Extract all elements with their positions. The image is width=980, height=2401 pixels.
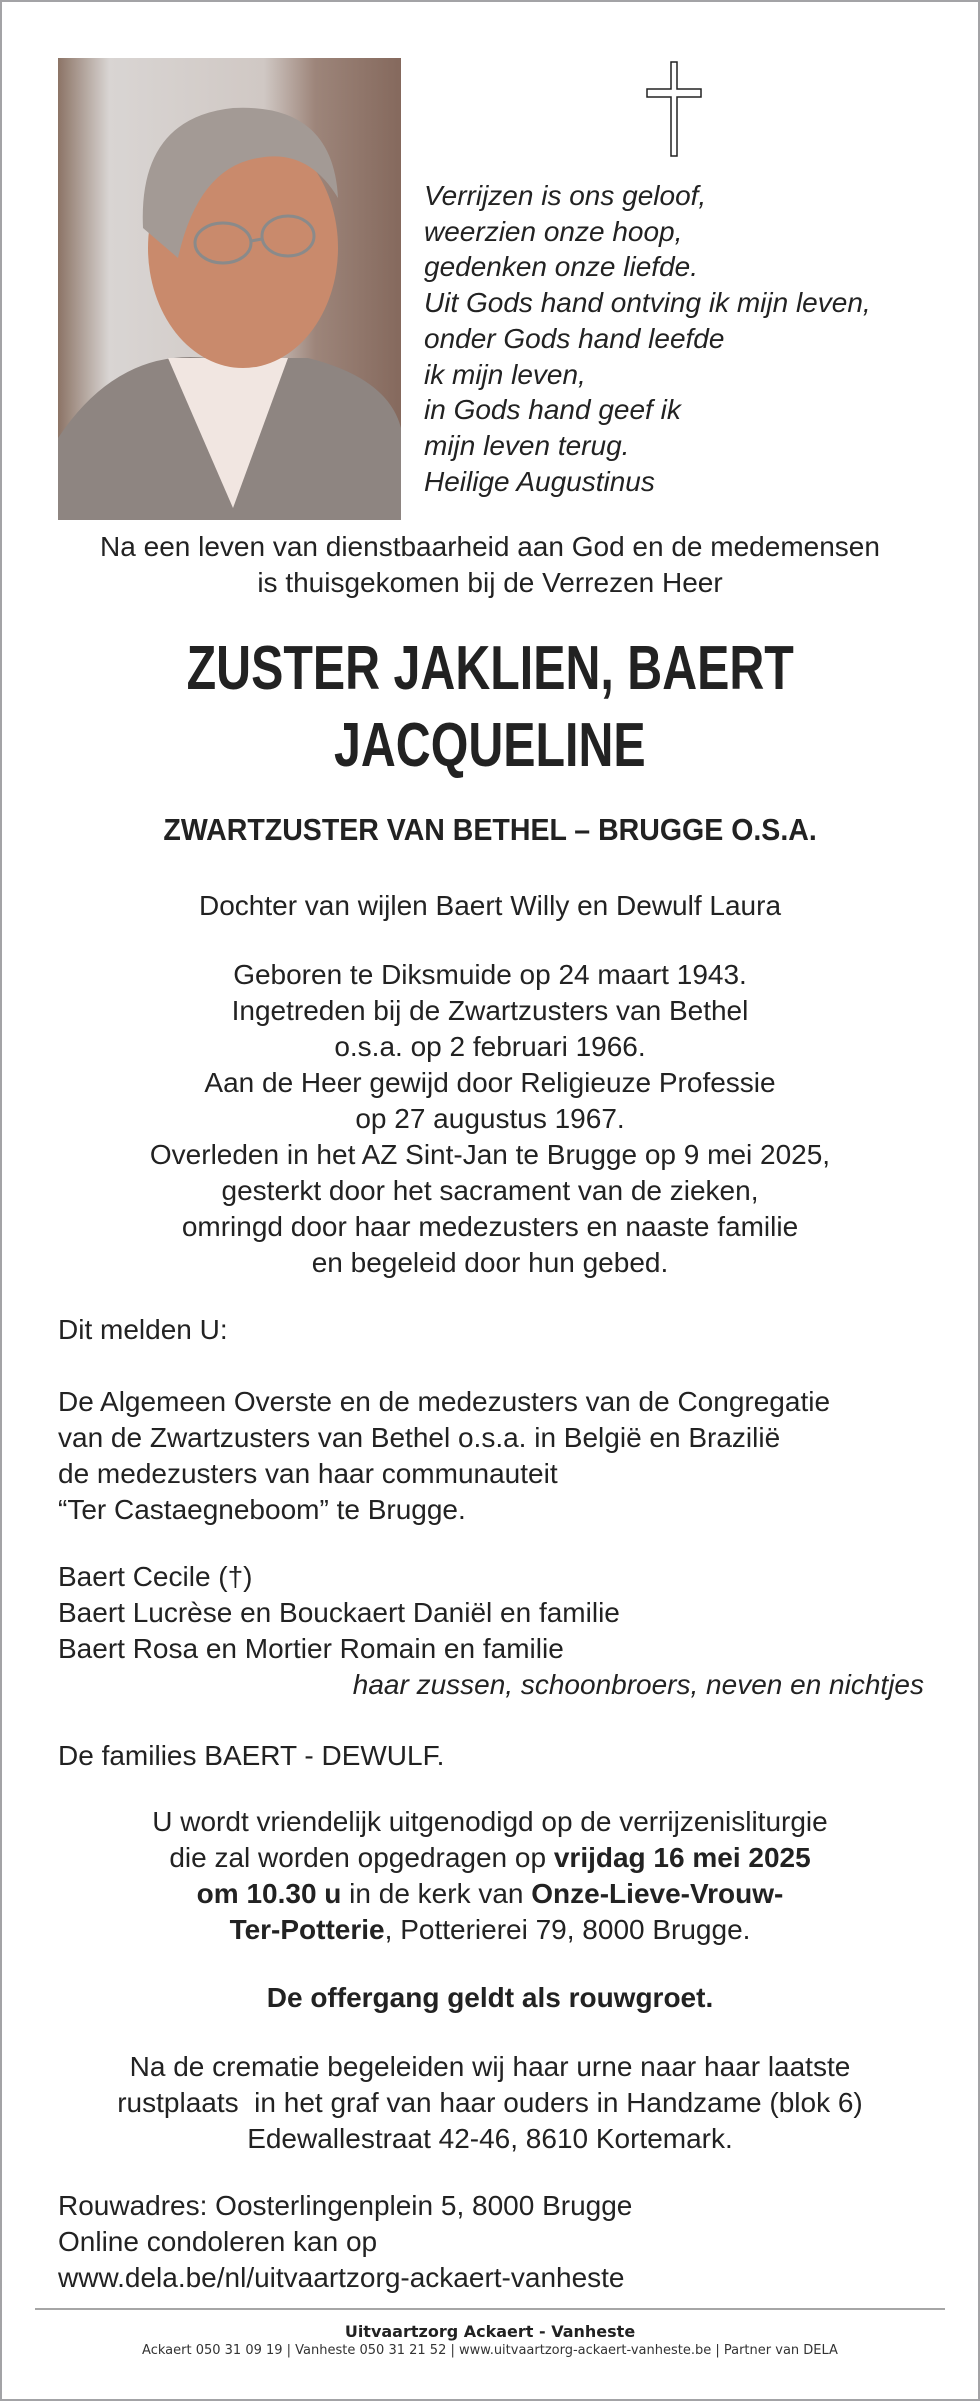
- announce: [58, 1312, 922, 1348]
- name-line: JACQUELINE: [334, 711, 646, 780]
- congregation: [58, 1384, 922, 1528]
- subtitle-text: ZWARTZUSTER VAN BETHEL – BRUGGE O.S.A.: [163, 812, 817, 847]
- funeral-home-contact: Ackaert 050 31 09 19 | Vanheste 050 31 21 52 | www.uitvaartzorg-ackaert-vanheste.be | Partner van DELA: [142, 2343, 838, 2358]
- bio-line: Aan de Heer gewijd door Religieuze Professie: [204, 1067, 776, 1098]
- name-line: ZUSTER JAKLIEN, BAERT: [186, 634, 794, 703]
- intro-line: is thuisgekomen bij de Verrezen Heer: [257, 567, 723, 598]
- cremation-line: rustplaats in het graf van haar ouders in Handzame (blok 6): [117, 2087, 863, 2118]
- poem-author: Heilige Augustinus: [424, 465, 655, 497]
- bio-line: o.s.a. op 2 februari 1966.: [334, 1031, 646, 1062]
- condolence-link[interactable]: www.dela.be/nl/uitvaartzorg-ackaert-vanheste: [58, 2262, 625, 2293]
- offering: [58, 1980, 922, 2016]
- cremation-line: Edewallestraat 42-46, 8610 Kortemark.: [247, 2123, 733, 2154]
- congregation-line: De Algemeen Overste en de medezusters van de Congregatie: [58, 1386, 831, 1417]
- church-name: Onze-Lieve-Vrouw-: [531, 1878, 784, 1909]
- bio-line: op 27 augustus 1967.: [355, 1103, 625, 1134]
- family-list: [58, 1559, 922, 1703]
- family-member: Baert Lucrèse en Bouckaert Daniël en familie: [58, 1597, 620, 1628]
- families: [58, 1738, 922, 1774]
- invitation-line: [58, 1876, 922, 1912]
- cremation: [58, 2049, 922, 2157]
- invitation-line: U wordt vriendelijk uitgenodigd op de verrijzenisliturgie: [152, 1806, 828, 1837]
- cremation-line: Na de crematie begeleiden wij haar urne naar haar laatste: [129, 2051, 851, 2082]
- portrait-photo: [58, 58, 401, 520]
- bio-line: Geboren te Diksmuide op 24 maart 1943.: [233, 959, 747, 990]
- funeral-home-name: Uitvaartzorg Ackaert - Vanheste: [344, 2322, 636, 2341]
- condolence-text: Online condoleren kan op: [58, 2226, 378, 2257]
- invitation-line: [58, 1840, 922, 1876]
- service-time: om 10.30 u: [196, 1878, 342, 1909]
- order-subtitle: [0, 812, 980, 848]
- announce-text: Dit melden U:: [58, 1314, 228, 1345]
- family-relation: haar zussen, schoonbroers, neven en nichtjes: [352, 1669, 924, 1700]
- invitation-text: die zal worden opgedragen op: [169, 1842, 554, 1873]
- intro-line: Na een leven van dienstbaarheid aan God en de medemensen: [100, 531, 880, 562]
- family-member: Baert Cecile (†): [58, 1561, 253, 1592]
- invitation: [58, 1804, 922, 1948]
- church-name: Ter-Potterie: [229, 1914, 385, 1945]
- poem-line: in Gods hand geef ik: [424, 394, 681, 426]
- intro: [58, 529, 922, 601]
- deceased-name: [0, 630, 980, 784]
- mourning-address: Rouwadres: Oosterlingenplein 5, 8000 Brugge: [58, 2190, 633, 2221]
- bio-line: gesterkt door het sacrament van de zieken,: [221, 1175, 759, 1206]
- cross-icon: [646, 61, 702, 157]
- footer-divider: [35, 2308, 945, 2310]
- parents: [58, 888, 922, 924]
- poem: [424, 178, 871, 499]
- poem-line: Verrijzen is ons geloof,: [424, 180, 707, 211]
- invitation-line: [58, 1912, 922, 1948]
- footer: [0, 2322, 980, 2360]
- parents-text: Dochter van wijlen Baert Willy en Dewulf Laura: [198, 890, 782, 921]
- poem-line: gedenken onze liefde.: [424, 251, 698, 283]
- bio-line: omringd door haar medezusters en naaste familie: [181, 1211, 799, 1242]
- service-date: vrijdag 16 mei 2025: [553, 1842, 811, 1873]
- offering-text: De offergang geldt als rouwgroet.: [266, 1982, 714, 2013]
- biography: [58, 957, 922, 1281]
- congregation-line: de medezusters van haar communauteit: [58, 1458, 558, 1489]
- poem-line: weerzien onze hoop,: [424, 215, 683, 247]
- congregation-line: “Ter Castaegneboom” te Brugge.: [58, 1494, 466, 1525]
- families-text: De families BAERT - DEWULF.: [58, 1740, 445, 1771]
- poem-line: ik mijn leven,: [424, 358, 586, 390]
- congregation-line: van de Zwartzusters van Bethel o.s.a. in België en Brazilië: [58, 1422, 781, 1453]
- poem-line: mijn leven terug.: [424, 429, 630, 461]
- church-address: , Potterierei 79, 8000 Brugge.: [384, 1914, 751, 1945]
- family-member: Baert Rosa en Mortier Romain en familie: [58, 1633, 564, 1664]
- poem-line: onder Gods hand leefde: [424, 322, 725, 354]
- bio-line: Overleden in het AZ Sint-Jan te Brugge op 9 mei 2025,: [149, 1139, 831, 1170]
- invitation-text: in de kerk van: [341, 1878, 532, 1909]
- bio-line: en begeleid door hun gebed.: [311, 1247, 669, 1278]
- poem-line: Uit Gods hand ontving ik mijn leven,: [424, 287, 871, 319]
- contact: [58, 2188, 922, 2296]
- bio-line: Ingetreden bij de Zwartzusters van Bethel: [231, 995, 749, 1026]
